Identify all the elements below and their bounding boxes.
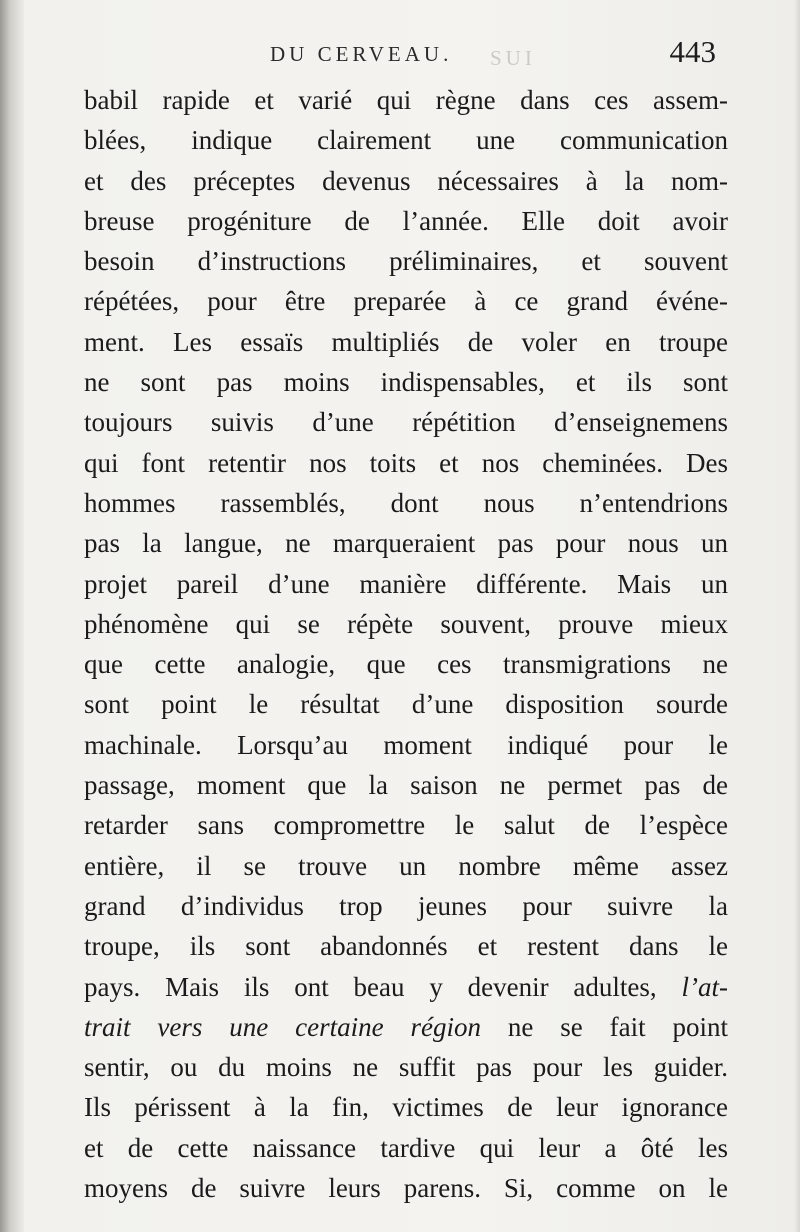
text-line: qui font retentir nos toits et nos cheminées. Des — [84, 447, 728, 478]
text-line: passage, moment que la saison ne permet pas de — [84, 770, 728, 801]
text-line: moyens de suivre leurs parens. Si, comme on le — [84, 1173, 728, 1204]
binding-gutter — [0, 0, 24, 1232]
text-line: Ils périssent à la fin, victimes de leur ignorance — [84, 1092, 728, 1123]
text-line: ne sont pas moins indispensables, et ils sont — [84, 367, 728, 398]
text-line: sont point le résultat d’une disposition sourde — [84, 689, 728, 720]
text-line — [84, 967, 728, 1007]
text-line: répétées, pour être preparée à ce grand événe- — [84, 286, 728, 317]
text-line: projet pareil d’une manière différente. Mais un — [84, 568, 728, 599]
show-through-text: SUI — [490, 46, 536, 70]
text-line: sentir, ou du moins ne suffit pas pour les guider. — [84, 1052, 728, 1083]
text-line: retarder sans compromettre le salut de l’espèce — [84, 810, 728, 841]
text-line: ment. Les essaïs multipliés de voler en troupe — [84, 326, 728, 357]
body-text — [84, 80, 728, 1208]
text-line: besoin d’instructions préliminaires, et souvent — [84, 246, 728, 277]
text-run: pays. Mais ils ont beau y devenir adultes, — [84, 971, 657, 1002]
text-line: et de cette naissance tardive qui leur a ôté les — [84, 1132, 728, 1163]
text-line — [84, 1007, 728, 1047]
text-line: pas la langue, ne marqueraient pas pour nous un — [84, 528, 728, 559]
text-line: machinale. Lorsqu’au moment indiqué pour le — [84, 729, 728, 760]
text-line: entière, il se trouve un nombre même assez — [84, 850, 728, 881]
text-run: ne se fait point — [480, 1011, 728, 1042]
text-line: toujours suivis d’une répétition d’enseignemens — [84, 407, 728, 438]
text-line: grand d’individus trop jeunes pour suivre la — [84, 890, 728, 921]
page-number: 443 — [669, 34, 716, 69]
text-line: babil rapide et varié qui règne dans ces assem- — [84, 85, 728, 115]
running-title: DU CERVEAU. — [270, 42, 453, 66]
italic-text-run: trait vers une certaine région — [84, 1011, 481, 1042]
text-line: blées, indique clairement une communication — [84, 125, 728, 156]
text-line: et des préceptes devenus nécessaires à la nom- — [84, 165, 728, 196]
italic-text-run: l’at- — [656, 971, 728, 1002]
page-edge — [794, 0, 800, 1232]
text-line: hommes rassemblés, dont nous n’entendrions — [84, 487, 728, 518]
text-line: que cette analogie, que ces transmigrations ne — [84, 649, 728, 680]
text-line: troupe, ils sont abandonnés et restent dans le — [84, 931, 728, 962]
text-line: phénomène qui se répète souvent, prouve mieux — [84, 608, 728, 639]
text-line: breuse progéniture de l’année. Elle doit avoir — [84, 205, 728, 236]
